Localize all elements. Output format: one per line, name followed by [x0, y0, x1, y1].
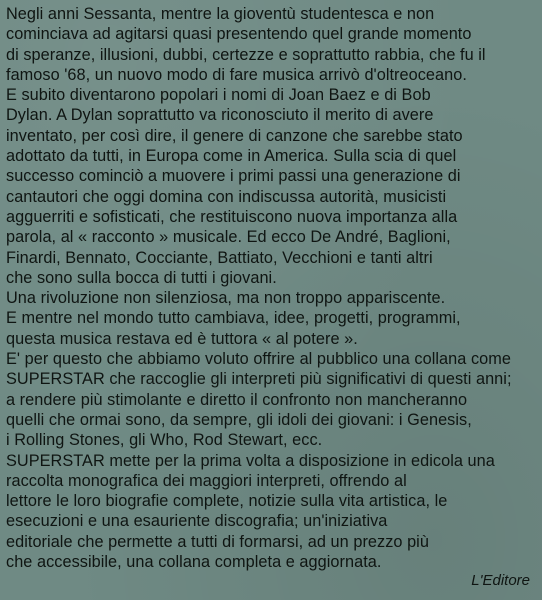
text-line-10: cantautori che oggi domina con indiscussa autorità, musicisti [6, 187, 447, 206]
text-line-9: successo cominciò a muovere i primi passi una generazione di [6, 167, 461, 186]
text-line-16: E mentre nel mondo tutto cambiava, idee, progetti, programmi, [6, 309, 461, 328]
editorial-text [6, 4, 540, 572]
text-line-1: Negli anni Sessanta, mentre la gioventù studentesca e non [6, 5, 435, 23]
text-line-27: editoriale che permette a tutti di formarsi, ad un prezzo più [6, 532, 429, 551]
text-line-20: a rendere più stimolante e diretto il confronto non mancheranno [6, 390, 468, 409]
text-line-21: quelli che ormai sono, da sempre, gli idoli dei giovani: i Genesis, [6, 410, 472, 429]
text-line-4: famoso '68, un nuovo modo di fare musica arrivò d'oltreoceano. [6, 65, 467, 84]
text-line-14: che sono sulla bocca di tutti i giovani. [6, 268, 277, 287]
text-line-18: E' per questo che abbiamo voluto offrire al pubblico una collana come [6, 350, 511, 369]
text-line-2: cominciava ad agitarsi quasi presentendo quel grande momento [6, 25, 472, 44]
text-line-13: Finardi, Bennato, Cocciante, Battiato, Vecchioni e tanti altri [6, 248, 433, 267]
text-line-12: parola, al « racconto » musicale. Ed ecco De André, Baglioni, [6, 228, 451, 247]
text-line-25: lettore le loro biografie complete, notizie sulla vita artistica, le [6, 492, 448, 511]
text-line-28: che accessibile, una collana completa e aggiornata. [6, 553, 382, 572]
text-line-26: esecuzioni e una esauriente discografia; un'iniziativa [6, 512, 388, 531]
text-line-15: Una rivoluzione non silenziosa, ma non troppo appariscente. [6, 289, 446, 308]
text-line-22: i Rolling Stones, gli Who, Rod Stewart, ecc. [6, 431, 323, 450]
text-line-24: raccolta monografica dei maggiori interpreti, offrendo al [6, 471, 407, 490]
text-line-17: questa musica restava ed è tuttora « al potere ». [6, 329, 358, 348]
text-line-8: adottato da tutti, in Europa come in America. Sulla scia di quel [6, 147, 457, 166]
text-line-7: inventato, per così dire, il genere di canzone che sarebbe stato [6, 126, 463, 145]
editor-signature: L'Editore [471, 572, 530, 589]
text-line-5: E subito diventarono popolari i nomi di Joan Baez e di Bob [6, 86, 431, 105]
text-line-3: di speranze, illusioni, dubbi, certezze e soprattutto rabbia, che fu il [6, 45, 486, 64]
text-line-6: Dylan. A Dylan soprattutto va riconosciuto il merito di avere [6, 106, 434, 125]
text-line-11: agguerriti e sofisticati, che restituiscono nuova importanza alla [6, 207, 458, 226]
text-line-23: SUPERSTAR mette per la prima volta a disposizione in edicola una [6, 451, 495, 470]
text-line-19: SUPERSTAR che raccoglie gli interpreti più significativi di questi anni; [6, 370, 512, 389]
